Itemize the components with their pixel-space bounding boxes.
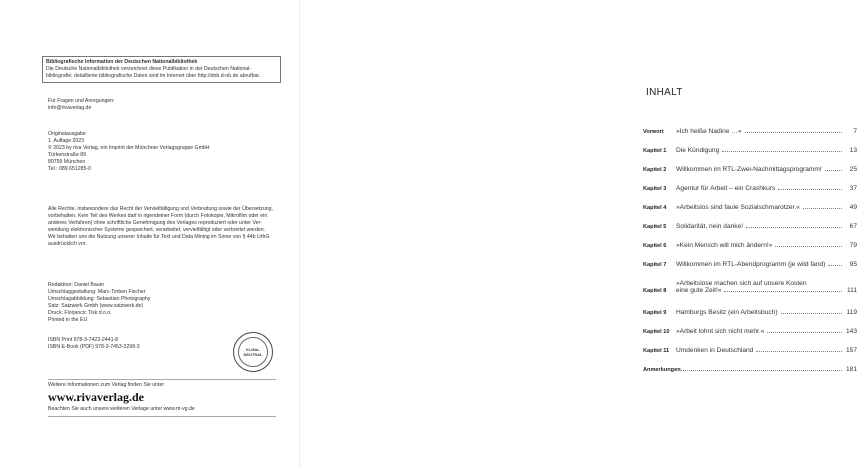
toc-entry-title: eine gute Zeit!«: [676, 287, 722, 294]
toc-leader-dots: [722, 151, 842, 152]
climate-neutral-seal: [233, 332, 273, 372]
toc-leader-dots: [775, 246, 842, 247]
toc-entry[interactable]: [643, 128, 857, 135]
toc-leader-dots: [825, 170, 842, 171]
toc-entry-label: Kapitel 3: [643, 186, 667, 192]
toc-entry-page-number: 49: [849, 204, 857, 211]
toc-entry-page-number: 25: [849, 166, 857, 173]
toc-entry[interactable]: [643, 261, 857, 268]
toc-entry[interactable]: [643, 347, 857, 354]
toc-entry-title-wrap: [676, 223, 845, 230]
toc-entry-title: »Kein Mensch will mich ändern!«: [676, 242, 773, 249]
seal-text: KLIMA-NEUTRAL: [238, 337, 268, 367]
toc-entry-title-wrap: [676, 147, 845, 154]
toc-entry-title-wrap: [676, 370, 845, 373]
toc-entry-title-wrap: [676, 204, 845, 211]
contact-block: [48, 98, 115, 112]
toc-leader-dots: [803, 208, 842, 209]
toc-entry-page-number: 111: [846, 287, 857, 294]
bibliographic-info-box: [42, 56, 281, 83]
toc-entry-page-number: 157: [845, 347, 857, 354]
credits-block: [48, 282, 150, 325]
publisher-line: Türkenstraße 89: [48, 152, 87, 159]
toc-entry-title: Agentur für Arbeit – ein Crashkurs: [676, 185, 776, 192]
toc-leader-dots: [756, 351, 842, 352]
toc-entry-title-wrap: [676, 185, 845, 192]
toc-entry[interactable]: [643, 309, 857, 316]
toc-leader-dots: [778, 189, 842, 190]
publisher-line: © 2023 by riva Verlag, ein Imprint der Münchner Verlagsgruppe GmbH: [48, 145, 210, 152]
publisher-line: Tel.: 089 651285-0: [48, 166, 91, 173]
publisher-line: Originalausgabe: [48, 131, 86, 137]
toc-entry[interactable]: [643, 328, 857, 335]
toc-entry-title-wrap: [676, 280, 845, 294]
contact-email: info@rivaverlag.de: [48, 105, 92, 112]
toc-entry-label: Kapitel 9: [643, 310, 667, 316]
toc-entry-title-wrap: [676, 328, 845, 335]
web-outro: Beachten Sie auch unsere weiteren Verlage unter www.m-vg.de: [48, 406, 276, 417]
toc-entry-page-number: 7: [853, 128, 857, 135]
toc-entry-title: »Arbeitslose machen sich auf unsere Kosten: [676, 280, 807, 287]
imprint-page: [0, 0, 300, 467]
isbn-print: ISBN Print 978-3-7423-2441-8: [48, 337, 119, 343]
toc-entry-page-number: 119: [846, 309, 857, 316]
credit-line: Redaktion: Daniel Bauer: [48, 282, 105, 288]
toc-leader-dots: [746, 227, 842, 228]
publisher-web-box: [48, 379, 276, 417]
toc-entry[interactable]: [643, 166, 857, 173]
toc-heading: INHALT: [646, 87, 683, 98]
toc-entry-page-number: 79: [849, 242, 857, 249]
toc-entry-title: Die Kündigung: [676, 147, 720, 154]
toc-entry-page-number: 37: [849, 185, 857, 192]
toc-leader-dots: [724, 291, 842, 292]
credit-line: Umschlaggestaltung: Marc-Torben Fischer: [48, 289, 146, 296]
toc-entry-label: Kapitel 7: [643, 262, 667, 268]
toc-entry-label: Vorwort: [643, 129, 664, 135]
rights-line: Wir behalten uns die Nutzung unserer Inhalte für Text und Data Mining im Sinne von § 44b UrhG: [48, 234, 270, 241]
toc-entry-title: »Arbeitslos sind faule Sozialschmarotzer.«: [676, 204, 800, 211]
toc-entry-label: Kapitel 10: [643, 329, 670, 335]
publisher-line: 80799 München: [48, 159, 86, 166]
toc-entry-title: Willkommen im RTL-Zwei-Nachmittagsprogramm!: [676, 166, 822, 173]
toc-entry-page-number: 13: [849, 147, 857, 154]
rights-line: wendung elektronischer Systeme gespeichert, verarbeitet, vervielfältigt oder verbreitet werden.: [48, 227, 266, 234]
publisher-block: [48, 131, 210, 174]
toc-entry-title: Solidarität, nein danke!: [676, 223, 744, 230]
toc-leader-dots: [767, 332, 842, 333]
isbn-block: [48, 337, 140, 351]
rights-line: Alle Rechte, insbesondere das Recht der Vervielfältigung und Verbreitung sowie der Übersetzung,: [48, 206, 273, 212]
toc-entry-page-number: 143: [845, 328, 857, 335]
toc-leader-dots: [679, 370, 842, 371]
toc-entry-title: »Arbeit lohnt sich nicht mehr.«: [676, 328, 765, 335]
toc-leader-dots: [781, 313, 842, 314]
toc-entry-page-number: 67: [849, 223, 857, 230]
rights-line: ausdrücklich vor.: [48, 241, 87, 248]
toc-entry-page-number: 95: [849, 261, 857, 268]
toc-entry-title-wrap: [676, 309, 845, 316]
toc-entry[interactable]: [643, 147, 857, 154]
toc-entry-title: Willkommen im RTL-Abendprogramm (je wild fand): [676, 261, 826, 268]
credit-line: Printed in the EU: [48, 317, 88, 324]
rights-line: anderes Verfahren) ohne schriftliche Genehmigung des Verlages reproduziert oder unter Ver-: [48, 220, 262, 227]
toc-entry-title-wrap: [676, 347, 845, 354]
toc-entry-title: Umdenken in Deutschland: [676, 347, 754, 354]
toc-entry-page-number: 181: [845, 366, 857, 373]
rights-block: [48, 206, 286, 249]
web-intro: Weitere Informationen zum Verlag finden Sie unter: [48, 382, 165, 388]
biblio-line: bibliografie; detaillierte bibliografische Daten sind im Internet über http://dnb.d-nb.de abrufbar.: [46, 73, 261, 79]
toc-entry-label: Anmerkungen: [643, 367, 681, 373]
toc-entry[interactable]: [643, 366, 857, 373]
toc-entry-title: Hamburgs Besitz (ein Arbeitsbuch): [676, 309, 778, 316]
toc-entry-title-cont: [676, 287, 845, 294]
contact-line: Für Fragen und Anregungen:: [48, 98, 115, 104]
toc-entry-label: Kapitel 1: [643, 148, 667, 154]
credit-line: Druck: Florjancic Tisk d.o.o.: [48, 310, 112, 317]
toc-entry-label: Kapitel 8: [643, 288, 667, 294]
toc-entry[interactable]: [643, 280, 857, 294]
publisher-url-link[interactable]: www.rivaverlag.de: [48, 390, 144, 405]
toc-entry[interactable]: [643, 185, 857, 192]
rights-line: vorbehalten. Kein Teil des Werkes darf in irgendeiner Form (durch Fotokopie, Mikrofilm oder ein: [48, 213, 268, 220]
publisher-line: 1. Auflage 2023: [48, 138, 85, 145]
toc-entry[interactable]: [643, 204, 857, 211]
toc-leader-dots: [828, 265, 842, 266]
biblio-heading: Bibliografische Information der Deutschen Nationalbibliothek: [46, 59, 198, 65]
toc-entry[interactable]: [643, 242, 857, 249]
toc-entry-label: Kapitel 2: [643, 167, 667, 173]
credit-line: Satz: Satzwerk Gmbh (www.satzwerk.de): [48, 303, 144, 310]
biblio-line: Die Deutsche Nationalbibliothek verzeichnet diese Publikation in der Deutschen National-: [46, 66, 252, 72]
toc-leader-dots: [745, 132, 842, 133]
credit-line: Umschlagabbildung: Sebastian Photography: [48, 296, 151, 303]
toc-entry-label: Kapitel 4: [643, 205, 667, 211]
toc-entry-title-wrap: [676, 242, 845, 249]
toc-entry-title-wrap: [676, 166, 845, 173]
toc-entry-label: Kapitel 11: [643, 348, 670, 354]
toc-entry-label: Kapitel 5: [643, 224, 667, 230]
contents-page: [300, 0, 857, 467]
toc-entry-title: »Ich heiße Nadine …«: [676, 128, 742, 135]
toc-entry[interactable]: [643, 223, 857, 230]
toc-entry-label: Kapitel 6: [643, 243, 667, 249]
toc-entry-title-wrap: [676, 261, 845, 268]
isbn-ebook: ISBN E-Book (PDF) 978-3-7453-2298-3: [48, 344, 140, 351]
toc-entry-title-wrap: [676, 128, 845, 135]
